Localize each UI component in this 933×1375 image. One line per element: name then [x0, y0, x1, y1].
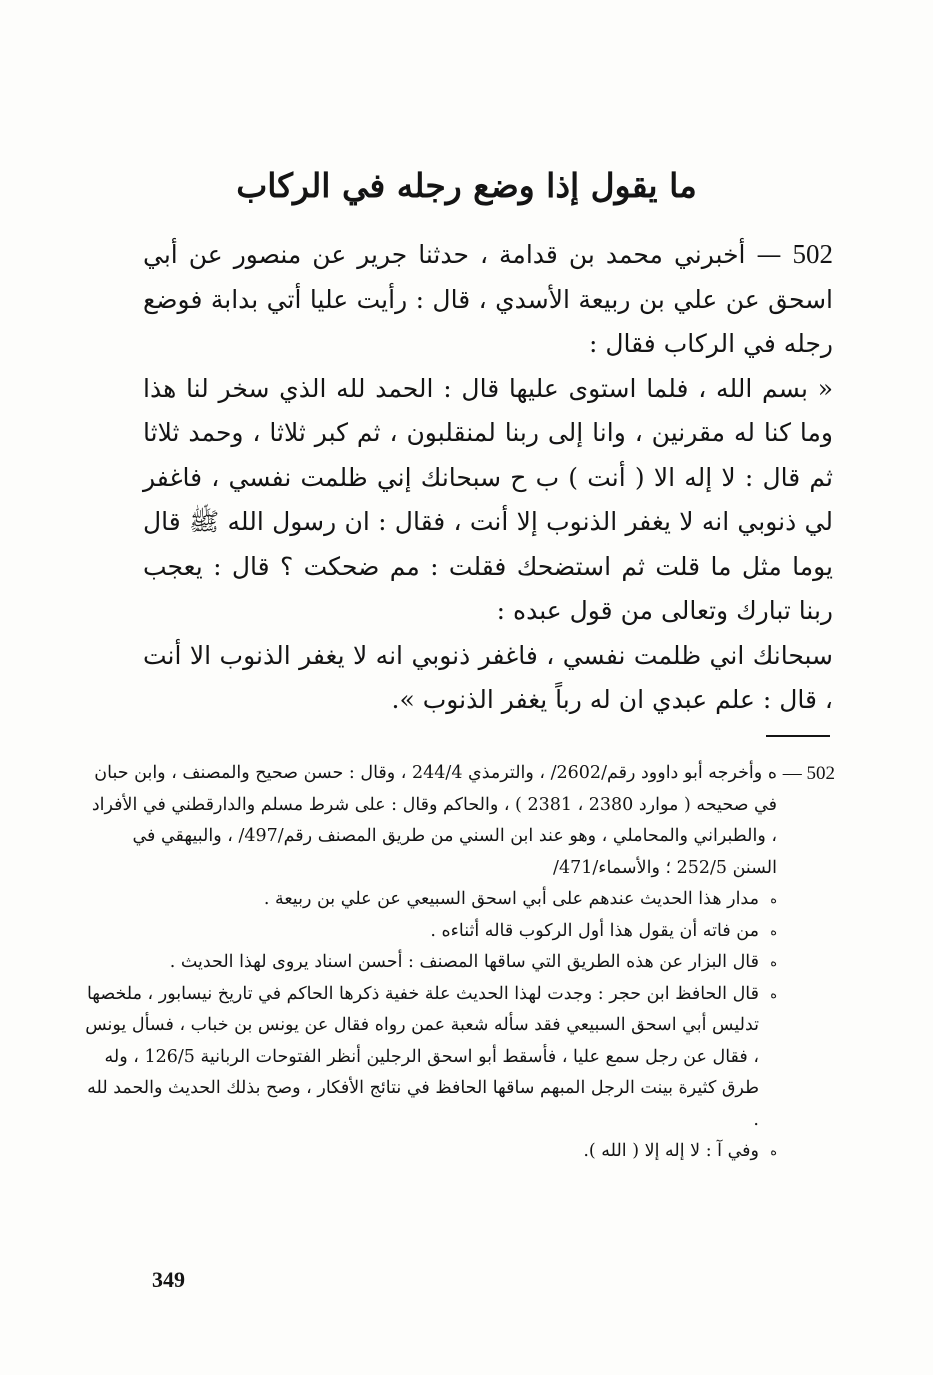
- footnote-item: [85, 884, 777, 916]
- hadith-text: [143, 232, 833, 723]
- hadith-matn-paragraph-1: « بسم الله ، فلما استوى عليها قال : الحمد لله الذي سخر لنا هذا وما كنا له مقرنين ، وانا إلى ربنا لمنقلبون ، ثم كبر ثلاثا ، وحمد ثلاثا ثم قال : لا إله الا ( أنت ) ب ح سبحانك إني ظلمت نفسي ، فاغفر لي ذنوبي انه لا يغفر الذنوب إلا أنت ، فقال : ان رسول الله ﷺ قال يوما مثل ما قلت ثم استضحك فقلت : مم ضحكت ؟ قال : يعجب ربنا تبارك وتعالى من قول عبده :: [143, 373, 833, 625]
- footnote-bullet: ه: [770, 955, 777, 970]
- footnote-item-text: من فاته أن يقول هذا أول الركوب قاله أثناءه .: [430, 920, 759, 941]
- hadith-isnad-paragraph: [143, 232, 833, 367]
- footnote-item: [85, 1136, 777, 1168]
- footnote-takhrij-text: وأخرجه أبو داوود رقم/2602/ ، والترمذي 244/4 ، وقال : حسن صحيح والمصنف ، وابن حبان في صحيحه ( موارد 2380 ، 2381 ) ، والحاكم وقال : على شرط مسلم والدارقطني في الأفراد ، والطبراني والمحاملي ، وهو عند ابن السني من طريق المصنف رقم/497/ ، والبيهقي في السنن 252/5 ؛ والأسماء/471/: [91, 763, 777, 878]
- footnote-item-text: قال البزار عن هذه الطريق التي ساقها المصنف : أحسن اسناد يروى لهذا الحديث .: [169, 952, 759, 972]
- footnote-item: [85, 947, 777, 979]
- footnote-bullet: ه: [770, 923, 777, 939]
- page-number: 349: [152, 1267, 185, 1292]
- footnote-bullet: ه: [767, 763, 777, 783]
- footnotes: [85, 758, 835, 1168]
- footnote-item-text: وفي آ : لا إله إلا ( الله ).: [583, 1141, 759, 1161]
- footnote-bullet: ه: [770, 986, 777, 1002]
- footnote-list: [85, 884, 835, 1168]
- footnote-label: 502 —: [782, 763, 835, 784]
- hadith-matn-paragraph-2: سبحانك اني ظلمت نفسي ، فاغفر ذنوبي انه لا يغفر الذنوب الا أنت ، قال : علم عبدي ان له رباً يغفر الذنوب ».: [143, 640, 833, 714]
- footnote-takhrij: [85, 758, 835, 884]
- footnote-item: [85, 979, 777, 1137]
- footnote-bullet: ه: [770, 1144, 777, 1159]
- hadith-isnad: أخبرني محمد بن قدامة ، حدثنا جرير عن منصور عن أبي اسحق عن علي بن ربيعة الأسدي ، قال : رأيت عليا أتي بدابة فوضع رجله في الركاب فقال :: [143, 240, 833, 358]
- footnote-item-text: مدار هذا الحديث عندهم على أبي اسحق السبيعي عن علي بن ربيعة .: [263, 889, 759, 909]
- footnote-separator: [766, 735, 830, 737]
- footnote-bullet: ه: [770, 892, 777, 907]
- footnote-takhrij-entry: [85, 758, 777, 884]
- page-title: ما يقول إذا وضع رجله في الركاب: [236, 166, 697, 205]
- footnote-item: [85, 916, 777, 948]
- hadith-number: 502: [792, 239, 834, 269]
- footnote-item-text: قال الحافظ ابن حجر : وجدت لهذا الحديث علة خفية ذكرها الحاكم في تاريخ نيسابور ، ملخصها تدليس أبي اسحق السبيعي فقد سأله شعبة عمن رواه فقال عن يونس بن خباب ، فسأل يونس ، فقال عن رجل سمع عليا ، فأسقط أبو اسحق الرجلين أنظر الفتوحات الربانية 126/5 ، وله طرق كثيرة بينت الرجل المبهم ساقها الحافظ في نتائج الأفكار ، وصح بذلك الحديث والحمد لله .: [85, 983, 759, 1130]
- hadith-dash: —: [756, 240, 782, 269]
